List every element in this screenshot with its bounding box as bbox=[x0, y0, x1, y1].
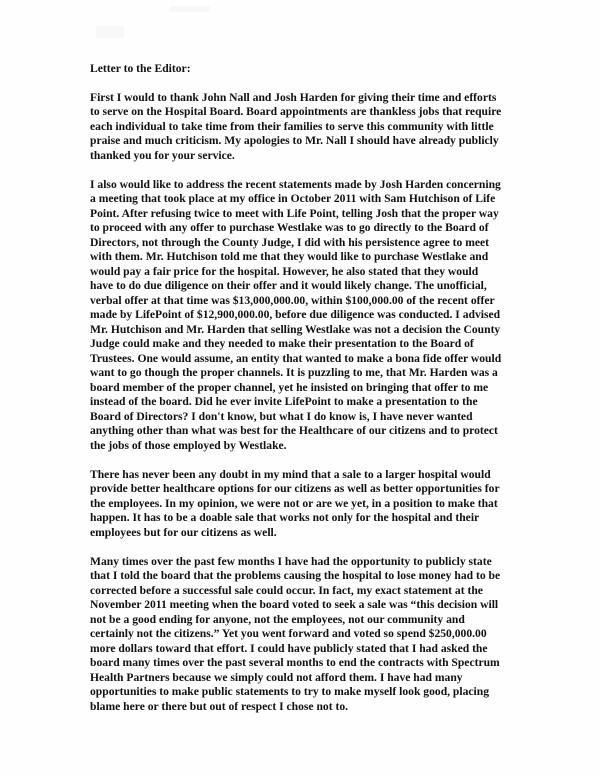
paragraph-line: anything other than what was best for the Healthcare of our citizens and to protect bbox=[90, 424, 498, 437]
paragraph-line: blame here or there but out of respect I chose not to. bbox=[90, 699, 349, 713]
paragraph-line: praise and much criticism. My apologies to Mr. Nall I should have already publicly bbox=[90, 134, 499, 147]
paragraph-line: verbal offer at that time was $13,000,000.00, within $100,000.00 of the recent offer bbox=[90, 293, 495, 307]
paragraph-line: opportunities to make public statements to try to make myself look good, placing bbox=[90, 685, 490, 698]
paragraph-line: the jobs of those employed by Westlake. bbox=[90, 438, 287, 452]
paragraph-line: would pay a fair price for the hospital. However, he also stated that they would bbox=[90, 264, 479, 278]
letter-paragraph bbox=[90, 468, 540, 541]
letter-paragraph bbox=[90, 178, 540, 454]
paragraph-line: There has never been any doubt in my mind that a sale to a larger hospital would bbox=[90, 467, 491, 481]
paragraph-line: Trustees. One would assume, an entity that wanted to make a bona fide offer would bbox=[90, 351, 502, 365]
letter-paragraph bbox=[90, 555, 540, 715]
paragraph-line: Many times over the past few months I have had the opportunity to publicly state bbox=[90, 554, 492, 568]
paragraph-line: to proceed with any offer to purchase Westlake was to go directly to the Board of bbox=[90, 221, 489, 234]
paragraph-line: board many times over the past several months to end the contracts with Spectrum bbox=[90, 656, 500, 669]
paragraph-line: Health Partners because we simply could not afford them. I have had many bbox=[90, 670, 463, 684]
paragraph-line: not be a good ending for anyone, not the employees, not our community and bbox=[90, 612, 465, 626]
paragraph-line: Directors, not through the County Judge, I did with his persistence agree to meet bbox=[90, 235, 489, 249]
paragraph-line: provide better healthcare options for our citizens as well as better opportunities for bbox=[90, 482, 500, 495]
paragraph-line: Judge could make and they needed to make their presentation to the Board of bbox=[90, 337, 474, 350]
paragraph-line: a meeting that took place at my office in October 2011 with Sam Hutchison of Life bbox=[90, 192, 496, 205]
paragraph-line: thanked you for your service. bbox=[90, 148, 235, 162]
scan-artifact bbox=[170, 6, 210, 12]
paragraph-line: corrected before a successful sale could occur. In fact, my exact statement at the bbox=[90, 583, 483, 597]
paragraph-line: to serve on the Hospital Board. Board appointments are thankless jobs that require bbox=[90, 105, 502, 118]
paragraph-line: with them. Mr. Hutchison told me that they would like to purchase Westlake and bbox=[90, 250, 489, 263]
paragraph-line: that I told the board that the problems causing the hospital to lose money had to be bbox=[90, 569, 501, 582]
paragraph-line: each individual to take time from their families to serve this community with little bbox=[90, 119, 494, 133]
paragraph-line: employees but for our citizens as well. bbox=[90, 525, 277, 539]
paragraph-line: the employees. In my opinion, we were not or are we yet, in a position to make that bbox=[90, 496, 498, 510]
letter-paragraphs bbox=[90, 91, 540, 715]
paragraph-line: First I would to thank John Nall and Josh Harden for giving their time and efforts bbox=[90, 90, 497, 104]
paragraph-line: I also would like to address the recent statements made by Josh Harden concerning bbox=[90, 177, 501, 191]
paragraph-line: want to go though the proper channels. It is puzzling to me, that Mr. Harden was a bbox=[90, 366, 498, 379]
scan-artifact bbox=[96, 26, 124, 38]
paragraph-line: made by LifePoint of $12,900,000.00, before due diligence was conducted. I advised bbox=[90, 308, 501, 321]
paragraph-line: Mr. Hutchison and Mr. Harden that selling Westlake was not a decision the County bbox=[90, 322, 501, 336]
paragraph-line: board member of the proper channel, yet he insisted on bringing that offer to me bbox=[90, 380, 489, 394]
paragraph-line: happen. It has to be a doable sale that works not only for the hospital and their bbox=[90, 511, 480, 524]
paragraph-line: certainly not the citizens.” Yet you went forward and voted so spend $250,000.00 bbox=[90, 627, 487, 640]
letter-body bbox=[90, 62, 540, 729]
paragraph-line: more dollars toward that effort. I could have publicly stated that I had asked the bbox=[90, 641, 488, 655]
letter-salutation: Letter to the Editor: bbox=[90, 62, 191, 75]
paragraph-line: instead of the board. Did he ever invite LifePoint to make a presentation to the bbox=[90, 395, 478, 408]
paragraph-line: Point. After refusing twice to meet with Life Point, telling Josh that the proper way bbox=[90, 206, 499, 220]
paragraph-line: Board of Directors? I don't know, but what I do know is, I have never wanted bbox=[90, 409, 473, 423]
paragraph-line: November 2011 meeting when the board voted to seek a sale was “this decision will bbox=[90, 598, 499, 611]
letter-paragraph bbox=[90, 91, 540, 164]
paragraph-line: have to do due diligence on their offer and it would likely change. The unofficial, bbox=[90, 279, 487, 292]
